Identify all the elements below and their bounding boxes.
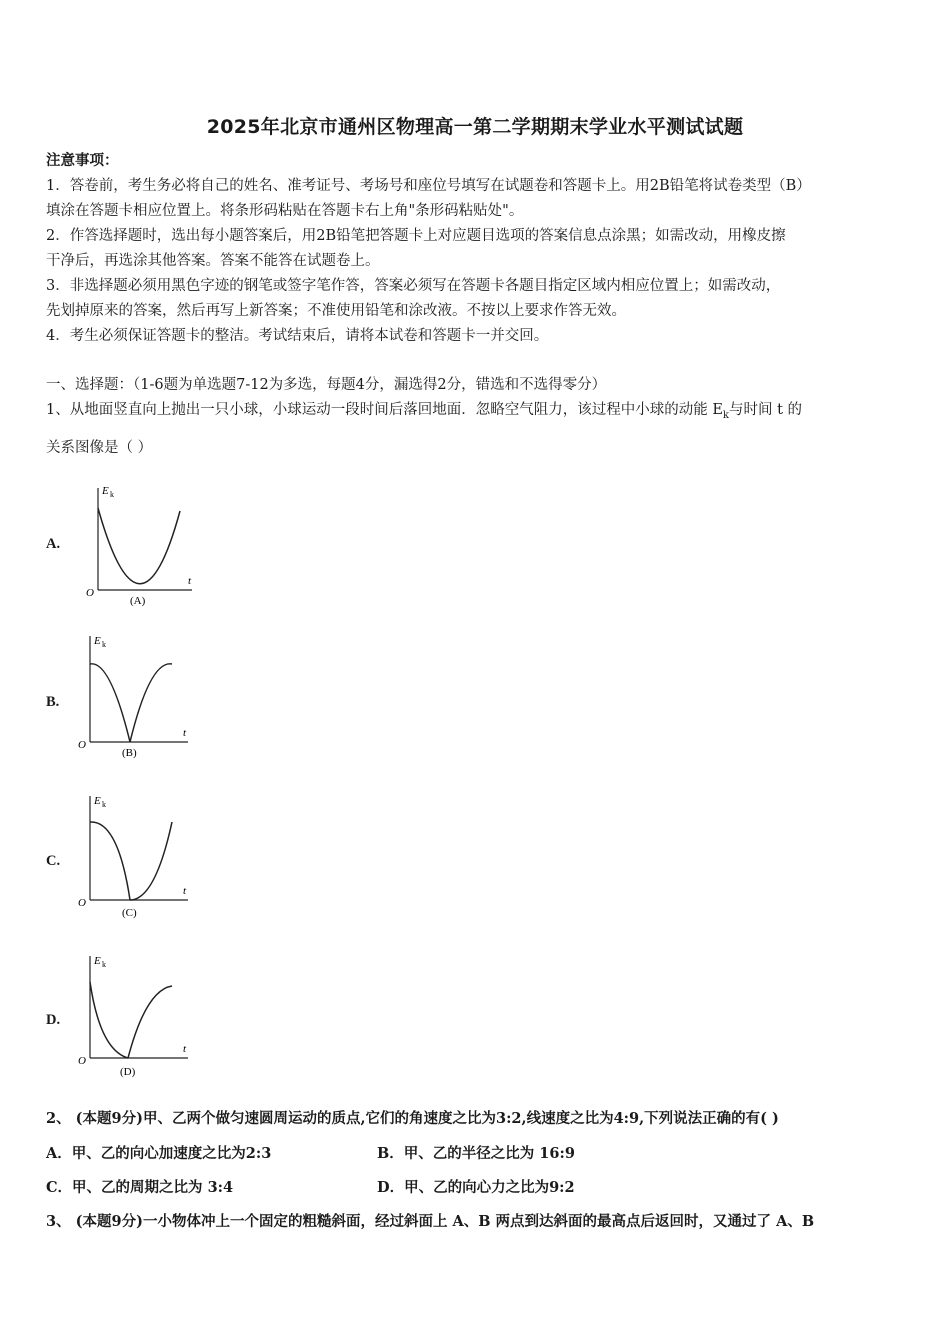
option-c-label[interactable]: C.: [46, 853, 61, 869]
graph-b-svg: [80, 630, 200, 765]
option-b[interactable]: B．甲、乙的半径之比为 16:9: [377, 1145, 575, 1162]
option-a[interactable]: A．甲、乙的向心加速度之比为2:3: [46, 1145, 272, 1162]
graph-b[interactable]: [80, 630, 200, 769]
svg-text:(A): (A): [130, 595, 146, 607]
notice-line: 干净后，再选涂其他答案。答案不能答在试题卷上。: [46, 253, 380, 269]
graph-d-svg: [80, 950, 200, 1085]
notice-line: 3．非选择题必须用黑色字迹的钢笔或签字笔作答，答案必须写在答题卡各题目指定区域内相应位置上；如需改动，: [46, 278, 781, 294]
svg-text:k: k: [102, 800, 106, 809]
notice-line: 1．答卷前，考生务必将自己的姓名、准考证号、考场号和座位号填写在试题卷和答题卡上。用2B铅笔将试卷类型（B）: [46, 178, 811, 194]
section-heading: 一、选择题：（1-6题为单选题7-12为多选，每题4分，漏选得2分，错选和不选得零分）: [46, 377, 607, 393]
notice-heading: 注意事项：: [46, 152, 119, 169]
svg-text:t: t: [188, 575, 192, 587]
graph-d[interactable]: [80, 950, 200, 1089]
option-a-label[interactable]: A.: [46, 536, 61, 552]
svg-text:k: k: [102, 640, 106, 649]
graph-a-svg: [80, 478, 200, 613]
svg-text:O: O: [78, 897, 86, 909]
notice-line: 4．考生必须保证答题卡的整洁。考试结束后，请将本试卷和答题卡一并交回。: [46, 328, 549, 344]
graph-a[interactable]: [80, 478, 200, 617]
graph-c-svg: [80, 790, 200, 925]
option-d[interactable]: D．甲、乙的向心力之比为9:2: [377, 1179, 575, 1196]
svg-text:(C): (C): [122, 907, 137, 919]
svg-text:O: O: [78, 739, 86, 751]
notice-line: 2．作答选择题时，选出每小题答案后，用2B铅笔把答题卡上对应题目选项的答案信息点涂黑；如需改动，用橡皮擦: [46, 228, 786, 244]
svg-text:E: E: [102, 485, 109, 497]
svg-text:k: k: [102, 960, 106, 969]
question-3-stem: 3、 (本题9分)一小物体冲上一个固定的粗糙斜面，经过斜面上 A、B 两点到达斜面的最高点后返回时，又通过了 A、B: [46, 1213, 815, 1230]
svg-text:O: O: [86, 587, 94, 599]
svg-text:(B): (B): [122, 747, 137, 759]
svg-text:O: O: [78, 1055, 86, 1067]
page-title: 2025年北京市通州区物理高一第二学期期末学业水平测试试题: [206, 116, 744, 138]
notice-line: 先划掉原来的答案，然后再写上新答案；不准使用铅笔和涂改液。不按以上要求作答无效。: [46, 303, 626, 319]
svg-text:E: E: [94, 635, 101, 647]
svg-text:t: t: [183, 885, 187, 897]
question-1-stem-cont: 关系图像是（ ）: [46, 440, 153, 456]
svg-text:E: E: [94, 795, 101, 807]
question-1-stem: 1、从地面竖直向上抛出一只小球，小球运动一段时间后落回地面．忽略空气阻力，该过程中小球的动能 $E_k$与时间 t 的: [46, 402, 803, 421]
option-c[interactable]: C．甲、乙的周期之比为 3:4: [46, 1179, 234, 1196]
graph-c[interactable]: [80, 790, 200, 929]
question-2-stem: 2、 (本题9分)甲、乙两个做匀速圆周运动的质点,它们的角速度之比为3:2,线速度之比为4:9,下列说法正确的有( ): [46, 1110, 779, 1127]
svg-text:t: t: [183, 727, 187, 739]
option-d-label[interactable]: D.: [46, 1012, 61, 1028]
option-b-label[interactable]: B.: [46, 694, 60, 710]
svg-text:k: k: [110, 490, 114, 499]
svg-text:(D): (D): [120, 1066, 136, 1078]
svg-text:t: t: [183, 1043, 187, 1055]
notice-line: 填涂在答题卡相应位置上。将条形码粘贴在答题卡右上角"条形码粘贴处"。: [46, 203, 524, 219]
svg-text:E: E: [94, 955, 101, 967]
